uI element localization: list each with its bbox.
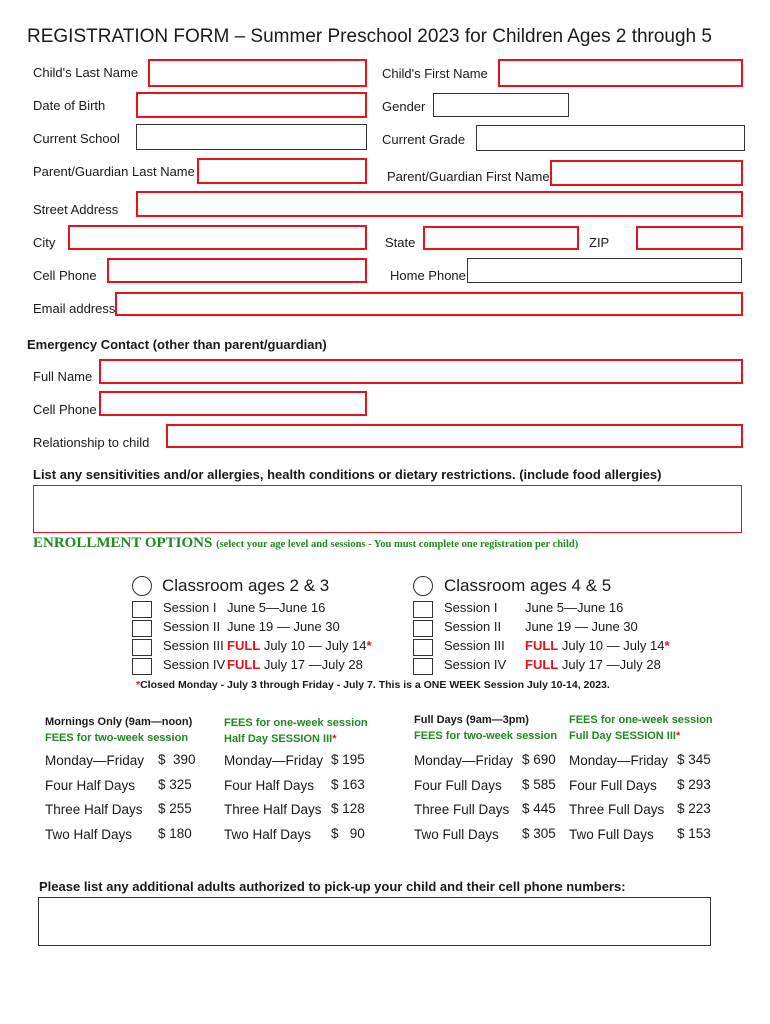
- gender-label: Gender: [382, 99, 426, 114]
- fee-option-label: Four Half Days: [45, 778, 136, 793]
- fee-option-label: Four Full Days: [569, 778, 657, 793]
- email-field[interactable]: [115, 292, 743, 316]
- relationship-field[interactable]: [166, 424, 743, 448]
- full-badge: FULL: [227, 657, 261, 672]
- fee-option-label: Monday—Friday: [569, 753, 669, 768]
- fee-price: $ 690: [522, 752, 556, 767]
- session-star: *: [664, 638, 670, 653]
- col1-header-2: [45, 732, 188, 744]
- class-4-5-session-dates: [525, 657, 661, 672]
- zip-label: ZIP: [589, 235, 610, 250]
- fee-price: $ 153: [677, 826, 711, 841]
- fee-option-label: Three Full Days: [414, 802, 510, 817]
- class-2-3-session-checkbox[interactable]: [132, 601, 152, 618]
- session-star: *: [366, 638, 372, 653]
- current-grade-label: Current Grade: [382, 132, 466, 147]
- class-2-3-session-name: Session III: [163, 638, 224, 653]
- session-dates-text: June 19 — June 30: [525, 619, 638, 634]
- fee-price: $ 445: [522, 801, 556, 816]
- class-4-5-session-dates: [525, 600, 623, 615]
- class-2-3-session-checkbox[interactable]: [132, 639, 152, 656]
- fee-price: $ 293: [677, 777, 711, 792]
- fee-header-star: *: [675, 730, 681, 742]
- col3-header-2: [414, 730, 557, 742]
- class-4-5-radio[interactable]: [413, 576, 433, 596]
- dob-label: Date of Birth: [33, 98, 106, 113]
- cell-phone-field[interactable]: [107, 258, 367, 283]
- email-label: Email address: [33, 301, 116, 316]
- class-2-3-session-name: Session II: [163, 619, 221, 634]
- fee-header-text: Half Day SESSION III: [224, 733, 333, 745]
- cell-phone-label: Cell Phone: [33, 268, 97, 283]
- fee-option-label: Three Full Days: [569, 802, 665, 817]
- form-title: REGISTRATION FORM – Summer Preschool 2023 for Children Ages 2 through 5: [27, 26, 712, 47]
- child-first-name-field[interactable]: [498, 59, 743, 87]
- emergency-cell-label: Cell Phone: [33, 402, 97, 417]
- session-dates-text: July 17 —July 28: [561, 657, 661, 672]
- gender-field[interactable]: [433, 93, 569, 117]
- city-label: City: [33, 235, 56, 250]
- class-2-3-session-name: Session IV: [163, 657, 226, 672]
- col4-header-1: [569, 714, 713, 726]
- fee-price: $ 195: [331, 752, 365, 767]
- enrollment-note: (select your age level and sessions - You must complete one registration per child): [216, 539, 579, 550]
- fee-option-label: Four Full Days: [414, 778, 502, 793]
- fee-price: $ 90: [331, 826, 365, 841]
- fee-price: $ 163: [331, 777, 365, 792]
- pickup-heading: Please list any additional adults authorized to pick-up your child and their cell phone numbers:: [39, 879, 626, 894]
- full-badge: FULL: [525, 638, 559, 653]
- class-2-3-session-name: Session I: [163, 600, 217, 615]
- class-2-3-session-dates: [227, 600, 325, 615]
- col2-header-1: [224, 717, 368, 729]
- fee-header-text: FEES for one-week session: [224, 717, 368, 729]
- fee-option-label: Three Half Days: [45, 802, 143, 817]
- class-4-5-session-name: Session I: [444, 600, 498, 615]
- child-last-name-label: Child's Last Name: [33, 65, 139, 80]
- class-4-5-session-checkbox[interactable]: [413, 639, 433, 656]
- fee-option-label: Three Half Days: [224, 802, 322, 817]
- parent-last-name-label: Parent/Guardian Last Name: [33, 164, 195, 179]
- fee-option-label: Two Half Days: [224, 827, 312, 842]
- emergency-full-name-field[interactable]: [99, 359, 743, 384]
- parent-last-name-field[interactable]: [197, 158, 367, 184]
- class-4-5-session-checkbox[interactable]: [413, 620, 433, 637]
- zip-field[interactable]: [636, 226, 743, 250]
- current-school-field[interactable]: [136, 124, 367, 150]
- col1-header-1: [45, 716, 192, 728]
- current-grade-field[interactable]: [476, 125, 745, 151]
- class-4-5-session-dates: [525, 619, 638, 634]
- fee-option-label: Two Full Days: [414, 827, 499, 842]
- fee-option-label: Monday—Friday: [224, 753, 324, 768]
- fee-price: $ 223: [677, 801, 711, 816]
- session-dates-text: June 5—June 16: [525, 600, 624, 615]
- class-4-5-session-checkbox[interactable]: [413, 658, 433, 675]
- relationship-label: Relationship to child: [33, 435, 150, 450]
- state-label: State: [385, 235, 416, 250]
- col3-header-1: [414, 714, 529, 726]
- fee-price: $ 128: [331, 801, 365, 816]
- class-4-5-title: Classroom ages 4 & 5: [444, 576, 612, 595]
- session-dates-text: July 10 — July 14: [263, 638, 367, 653]
- class-4-5-session-name: Session III: [444, 638, 505, 653]
- class-4-5-session-checkbox[interactable]: [413, 601, 433, 618]
- emergency-cell-field[interactable]: [99, 391, 367, 416]
- closed-note-text: Closed Monday - July 3 through Friday - July 7. This is a ONE WEEK Session July 10-14, 2023.: [140, 679, 610, 691]
- emergency-full-name-label: Full Name: [33, 369, 93, 384]
- city-field[interactable]: [68, 225, 367, 250]
- fee-option-label: Monday—Friday: [414, 753, 514, 768]
- class-2-3-session-dates: [227, 619, 340, 634]
- fee-price: $ 390: [158, 752, 196, 767]
- child-first-name-label: Child's First Name: [382, 66, 488, 81]
- full-badge: FULL: [525, 657, 559, 672]
- home-phone-field[interactable]: [467, 258, 742, 283]
- enrollment-heading: ENROLLMENT OPTIONS (select your age level and sessions - You must complete one registration per child): [33, 535, 579, 551]
- fee-option-label: Two Half Days: [45, 827, 133, 842]
- home-phone-label: Home Phone: [390, 268, 466, 283]
- state-field[interactable]: [423, 226, 579, 250]
- class-4-5-session-dates: [525, 638, 670, 653]
- session-dates-text: June 5—June 16: [227, 600, 326, 615]
- fee-price: $ 180: [158, 826, 192, 841]
- fee-header-text: FEES for two-week session: [414, 730, 558, 742]
- fee-price: $ 325: [158, 777, 192, 792]
- closed-note: [136, 679, 610, 691]
- fee-option-label: Two Full Days: [569, 827, 654, 842]
- fee-header-text: FEES for two-week session: [45, 732, 189, 744]
- dob-field[interactable]: [136, 92, 367, 118]
- fee-option-label: Four Half Days: [224, 778, 315, 793]
- session-dates-text: June 19 — June 30: [227, 619, 340, 634]
- fee-header-text: FEES for one-week session: [569, 714, 713, 726]
- fee-header-star: *: [332, 733, 337, 745]
- fee-price: $ 345: [677, 752, 711, 767]
- class-2-3-radio[interactable]: [132, 576, 152, 596]
- col4-header-2: [569, 730, 680, 742]
- current-school-label: Current School: [33, 131, 120, 146]
- fee-header-text: Full Day SESSION III: [569, 730, 676, 742]
- fee-option-label: Monday—Friday: [45, 753, 145, 768]
- class-2-3-session-checkbox[interactable]: [132, 620, 152, 637]
- class-4-5-session-name: Session IV: [444, 657, 507, 672]
- fee-price: $ 255: [158, 801, 192, 816]
- fee-price: $ 585: [522, 777, 556, 792]
- class-2-3-session-dates: [227, 638, 372, 653]
- class-2-3-title: Classroom ages 2 & 3: [162, 576, 330, 595]
- full-badge: FULL: [227, 638, 261, 653]
- pickup-field[interactable]: [38, 897, 711, 946]
- closed-note-star: *: [136, 679, 141, 691]
- session-dates-text: July 17 —July 28: [263, 657, 363, 672]
- session-dates-text: July 10 — July 14: [561, 638, 665, 653]
- class-2-3-session-dates: [227, 657, 363, 672]
- col2-header-2: [224, 733, 336, 745]
- street-address-field[interactable]: [136, 191, 743, 217]
- fee-header-text: Full Days (9am—3pm): [414, 714, 529, 726]
- parent-first-name-label: Parent/Guardian First Name: [387, 169, 550, 184]
- class-2-3-session-checkbox[interactable]: [132, 658, 152, 675]
- allergies-heading: List any sensitivities and/or allergies, health conditions or dietary restrictions. (include food allergies): [33, 467, 662, 482]
- parent-first-name-field[interactable]: [550, 160, 743, 186]
- street-address-label: Street Address: [33, 202, 119, 217]
- fee-price: $ 305: [522, 826, 556, 841]
- child-last-name-field[interactable]: [148, 59, 367, 87]
- fee-header-text: Mornings Only (9am—noon): [45, 716, 193, 728]
- class-4-5-session-name: Session II: [444, 619, 502, 634]
- allergies-field[interactable]: [33, 485, 742, 533]
- emergency-heading: Emergency Contact (other than parent/guardian): [27, 337, 327, 352]
